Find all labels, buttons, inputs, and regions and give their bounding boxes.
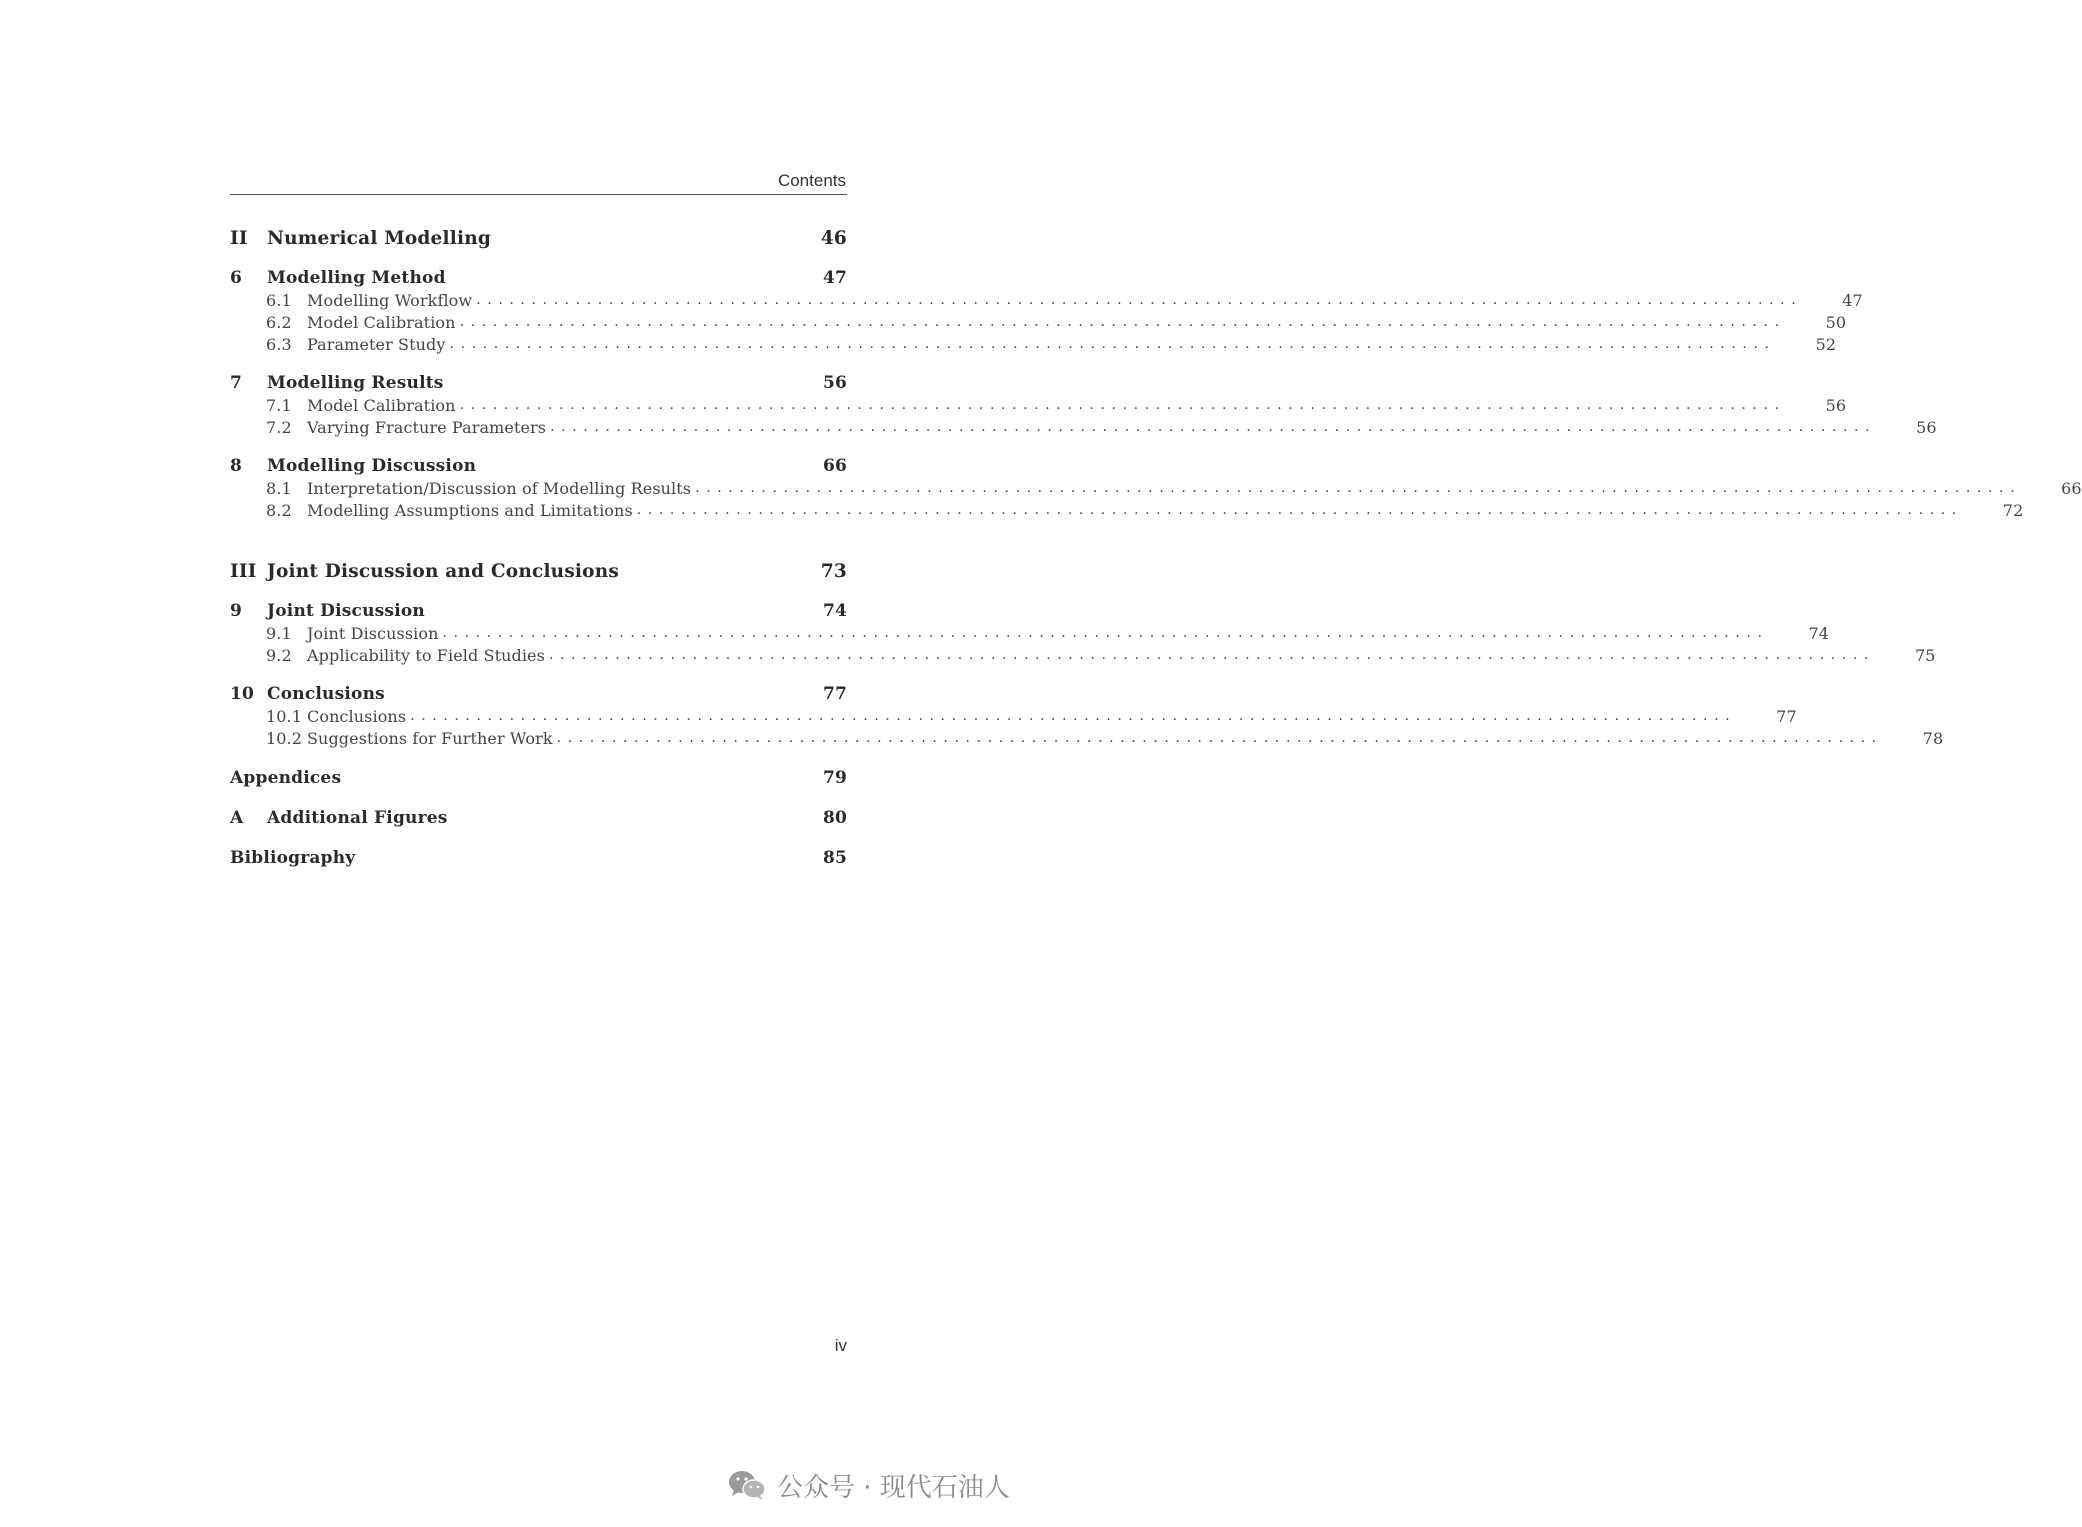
toc-page: 46 <box>820 227 847 249</box>
toc-label: Joint Discussion and Conclusions <box>267 560 619 582</box>
toc-label: Conclusions <box>267 684 385 704</box>
toc-number: 10.2 <box>266 728 303 748</box>
toc-page: 47 <box>1842 290 1863 310</box>
toc-number: 9.2 <box>266 645 292 665</box>
toc-part-entry[interactable] <box>230 559 847 583</box>
toc-page: 78 <box>1922 728 1944 748</box>
toc-label: Modelling Workflow <box>307 290 473 310</box>
toc-number: 6.3 <box>266 334 292 354</box>
toc-label: Modelling Assumptions and Limitations <box>307 500 633 520</box>
toc-section-entry[interactable] <box>230 332 1837 356</box>
toc-page: 77 <box>822 684 847 704</box>
dot-leaders: ........................................................................................................................ <box>556 730 1883 746</box>
toc-number: 6.2 <box>266 312 292 332</box>
running-header-title: Contents <box>777 171 846 190</box>
dot-leaders: ........................................................................................................................ <box>449 336 1776 352</box>
toc-page: 66 <box>822 456 847 476</box>
dot-leaders: ........................................................................................................................ <box>476 292 1803 308</box>
dot-leaders: ........................................................................................................................ <box>442 625 1769 641</box>
dot-leaders: ........................................................................................................................ <box>459 397 1786 413</box>
toc-label: Varying Fracture Parameters <box>307 417 547 437</box>
toc-label: Additional Figures <box>267 808 448 828</box>
dot-leaders: ........................................................................................................................ <box>636 502 1963 518</box>
toc-page: 85 <box>822 848 847 868</box>
toc-label: Joint Discussion <box>307 623 439 643</box>
toc-chapter-entry[interactable] <box>230 766 847 790</box>
toc-page: 77 <box>1776 706 1797 726</box>
toc-section-entry[interactable] <box>230 476 2082 500</box>
toc-number: A <box>230 808 244 828</box>
toc-label: Appendices <box>230 768 342 788</box>
watermark-text: 公众号 · 现代石油人 <box>777 1472 1010 1503</box>
toc-section-entry[interactable] <box>230 310 1847 334</box>
toc-label: Applicability to Field Studies <box>307 645 545 665</box>
dot-leaders: ........................................................................................................................ <box>459 314 1786 330</box>
toc-number: 8.2 <box>266 500 292 520</box>
toc-section-entry[interactable] <box>230 726 1944 750</box>
toc-chapter-entry[interactable] <box>230 371 847 395</box>
toc-label: Model Calibration <box>307 395 456 415</box>
toc-page: 47 <box>822 268 847 288</box>
toc-chapter-entry[interactable] <box>230 682 847 706</box>
toc-number: 9.1 <box>266 623 292 643</box>
toc-label: Interpretation/Discussion of Modelling Results <box>307 478 692 498</box>
toc-page: 74 <box>822 601 847 621</box>
toc-page: 80 <box>822 808 847 828</box>
toc-label: Numerical Modelling <box>267 227 491 249</box>
toc-part-entry[interactable] <box>230 226 847 250</box>
toc-chapter-entry[interactable] <box>230 806 847 830</box>
toc-label: Modelling Discussion <box>267 456 477 476</box>
toc-page: 73 <box>820 560 847 582</box>
toc-number: 7 <box>230 373 243 393</box>
toc-page: 52 <box>1815 334 1837 354</box>
toc-number: II <box>230 227 248 249</box>
toc-label: Suggestions for Further Work <box>307 728 553 748</box>
toc-section-entry[interactable] <box>230 415 1937 439</box>
toc-number: 7.1 <box>266 395 292 415</box>
toc-number: 6.1 <box>266 290 292 310</box>
toc-label: Parameter Study <box>307 334 446 354</box>
toc-page: 75 <box>1914 645 1936 665</box>
toc-chapter-entry[interactable] <box>230 266 847 290</box>
toc-section-entry[interactable] <box>230 393 1847 417</box>
wechat-icon <box>727 1468 767 1502</box>
toc-label: Conclusions <box>307 706 407 726</box>
dot-leaders: ........................................................................................................................ <box>550 419 1877 435</box>
toc-page: 74 <box>1808 623 1830 643</box>
toc-label: Modelling Method <box>267 268 446 288</box>
toc-section-entry[interactable] <box>230 288 1863 312</box>
toc-number: 10.1 <box>266 706 303 726</box>
dot-leaders: ........................................................................................................................ <box>548 647 1875 663</box>
toc-page: 72 <box>2002 500 2024 520</box>
toc-page: 66 <box>2061 478 2082 498</box>
toc-number: 6 <box>230 268 243 288</box>
toc-section-entry[interactable] <box>230 643 1936 667</box>
toc-label: Joint Discussion <box>267 601 425 621</box>
dot-leaders: ........................................................................................................................ <box>410 708 1737 724</box>
toc-chapter-entry[interactable] <box>230 846 847 870</box>
toc-number: 8.1 <box>266 478 292 498</box>
watermark <box>727 1465 1010 1505</box>
toc-number: 9 <box>230 601 243 621</box>
page-number: iv <box>834 1336 847 1355</box>
toc-page: 56 <box>1916 417 1937 437</box>
toc-number: III <box>230 560 257 582</box>
running-header <box>230 170 847 195</box>
toc-section-entry[interactable] <box>230 621 1830 645</box>
toc-label: Model Calibration <box>307 312 456 332</box>
toc-number: 10 <box>230 684 255 704</box>
toc-page: 56 <box>822 373 847 393</box>
toc-page: 79 <box>822 768 847 788</box>
dot-leaders: ........................................................................................................................ <box>695 480 2022 496</box>
toc-page: 56 <box>1825 395 1847 415</box>
toc-chapter-entry[interactable] <box>230 599 847 623</box>
toc-number: 8 <box>230 456 243 476</box>
toc-label: Bibliography <box>230 848 356 868</box>
toc-page: 50 <box>1825 312 1847 332</box>
toc-section-entry[interactable] <box>230 498 2024 522</box>
toc-chapter-entry[interactable] <box>230 454 847 478</box>
toc-section-entry[interactable] <box>230 704 1797 728</box>
toc-label: Modelling Results <box>267 373 444 393</box>
toc-number: 7.2 <box>266 417 292 437</box>
